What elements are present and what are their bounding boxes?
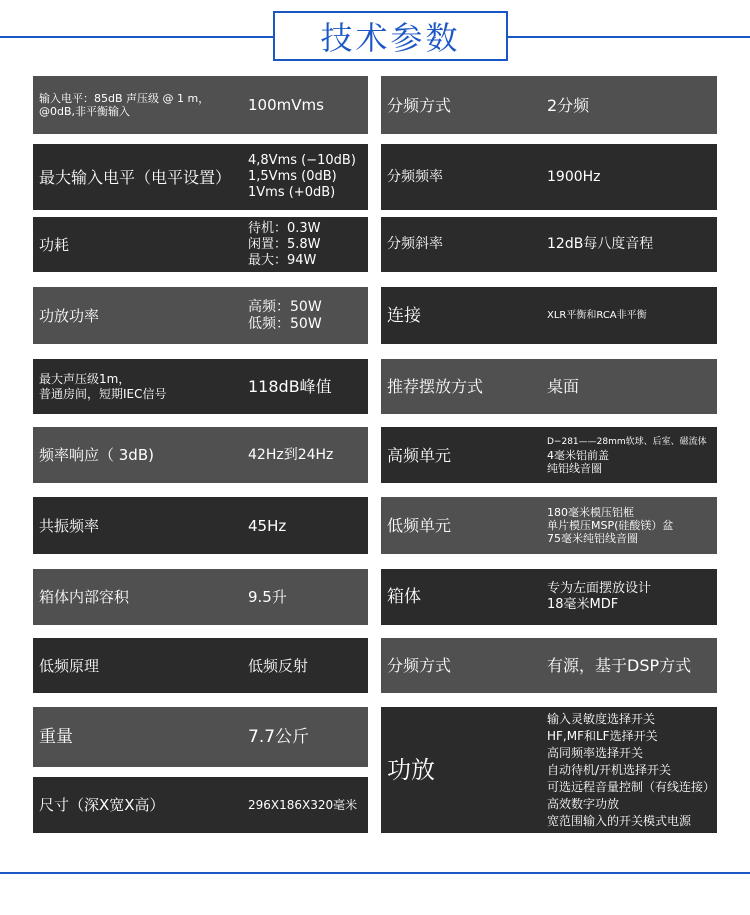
spec-row-dimensions xyxy=(33,777,368,833)
spec-value: 100mVms xyxy=(248,96,324,114)
spec-label: 频率响应（ 3dB) xyxy=(39,446,154,464)
spec-value: 296X186X320毫米 xyxy=(248,797,358,812)
spec-label: 低频原理 xyxy=(39,656,100,675)
spec-row-amp-power xyxy=(33,287,368,344)
spec-value: 2分频 xyxy=(547,95,590,115)
spec-value: 1900Hz xyxy=(547,168,601,185)
spec-value: 118dB峰值 xyxy=(248,377,332,396)
spec-value: 4,8Vms (−10dB) 1,5Vms (0dB) 1Vms (+0dB) xyxy=(248,153,356,200)
spec-label: 连接 xyxy=(387,305,421,326)
spec-value: 有源，基于DSP方式 xyxy=(547,656,692,675)
spec-label: 推荐摆放方式 xyxy=(387,377,484,396)
spec-value: 42Hz到24Hz xyxy=(248,446,334,463)
page-title: 技术参数 xyxy=(273,11,508,61)
spec-row-lf-principle xyxy=(33,638,368,693)
spec-row-input-level xyxy=(33,76,368,134)
spec-row-crossover-slope xyxy=(381,217,717,272)
spec-label: 最大声压级1m， 普通房间，短期IEC信号 xyxy=(39,371,167,401)
spec-row-connection xyxy=(381,287,717,344)
spec-row-crossover-type xyxy=(381,76,717,134)
spec-value: 待机：0.3W 闲置：5.8W 最大：94W xyxy=(248,220,321,268)
spec-value: 180毫米模压铝框 单片模压MSP(硅酸镁）盆 75毫米纯铝线音圈 xyxy=(547,506,674,545)
spec-label: 功放 xyxy=(387,756,435,784)
spec-label: 共振频率 xyxy=(39,516,100,535)
header-rule-right xyxy=(507,36,750,38)
spec-label: 低频单元 xyxy=(387,516,452,535)
spec-label: 箱体内部容积 xyxy=(39,588,130,606)
spec-row-frequency-response xyxy=(33,427,368,483)
spec-value: 输入灵敏度选择开关 HF,MF和LF选择开关 高同频率选择开关 自动待机/开机选择开关 可选远程音量控制（有线连接） 高效数字功放 宽范围输入的开关模式电源 xyxy=(547,711,716,828)
spec-row-weight xyxy=(33,707,368,767)
spec-value: 12dB每八度音程 xyxy=(547,236,654,252)
spec-row-cabinet-volume xyxy=(33,569,368,625)
spec-row-power-consumption xyxy=(33,217,368,272)
spec-label: 功放功率 xyxy=(39,306,100,325)
spec-label: 分频方式 xyxy=(387,656,452,675)
spec-value: XLR平衡和RCA非平衡 xyxy=(547,309,647,321)
spec-label: 最大输入电平（电平设置） xyxy=(39,167,232,187)
spec-row-crossover-mode xyxy=(381,638,717,693)
spec-value: D−281——28mm软球、后室、磁流体 4毫米铝前盖 纯铝线音圈 xyxy=(547,436,707,475)
spec-row-max-input-level xyxy=(33,144,368,210)
spec-row-tweeter xyxy=(381,427,717,483)
footer-rule xyxy=(0,872,750,874)
spec-label: 分频方式 xyxy=(387,95,452,115)
spec-label: 重量 xyxy=(39,727,73,747)
spec-value: 9.5升 xyxy=(248,588,287,606)
spec-value: 专为左面摆放设计 18毫米MDF xyxy=(547,581,652,612)
spec-value: 高频：50W 低频：50W xyxy=(248,298,322,332)
spec-value: 7.7公斤 xyxy=(248,727,310,747)
spec-row-cabinet xyxy=(381,569,717,625)
spec-value: 桌面 xyxy=(547,377,580,396)
spec-label: 箱体 xyxy=(387,587,421,607)
spec-label: 功耗 xyxy=(39,235,70,254)
spec-row-woofer xyxy=(381,497,717,554)
spec-value: 45Hz xyxy=(248,516,287,535)
spec-row-crossover-frequency xyxy=(381,144,717,210)
spec-row-max-spl xyxy=(33,359,368,414)
spec-row-resonance xyxy=(33,497,368,554)
spec-row-placement xyxy=(381,359,717,414)
spec-value: 低频反射 xyxy=(248,656,309,675)
spec-row-amplifier xyxy=(381,707,717,833)
spec-label: 分频频率 xyxy=(387,168,443,185)
spec-label: 输入电平：85dB 声压级 @ 1 m， @0dB,非平衡输入 xyxy=(39,92,210,118)
spec-label: 尺寸（深X宽X高） xyxy=(39,796,165,814)
spec-label: 高频单元 xyxy=(387,445,452,465)
spec-label: 分频斜率 xyxy=(387,236,443,252)
header-rule-left xyxy=(0,36,274,38)
